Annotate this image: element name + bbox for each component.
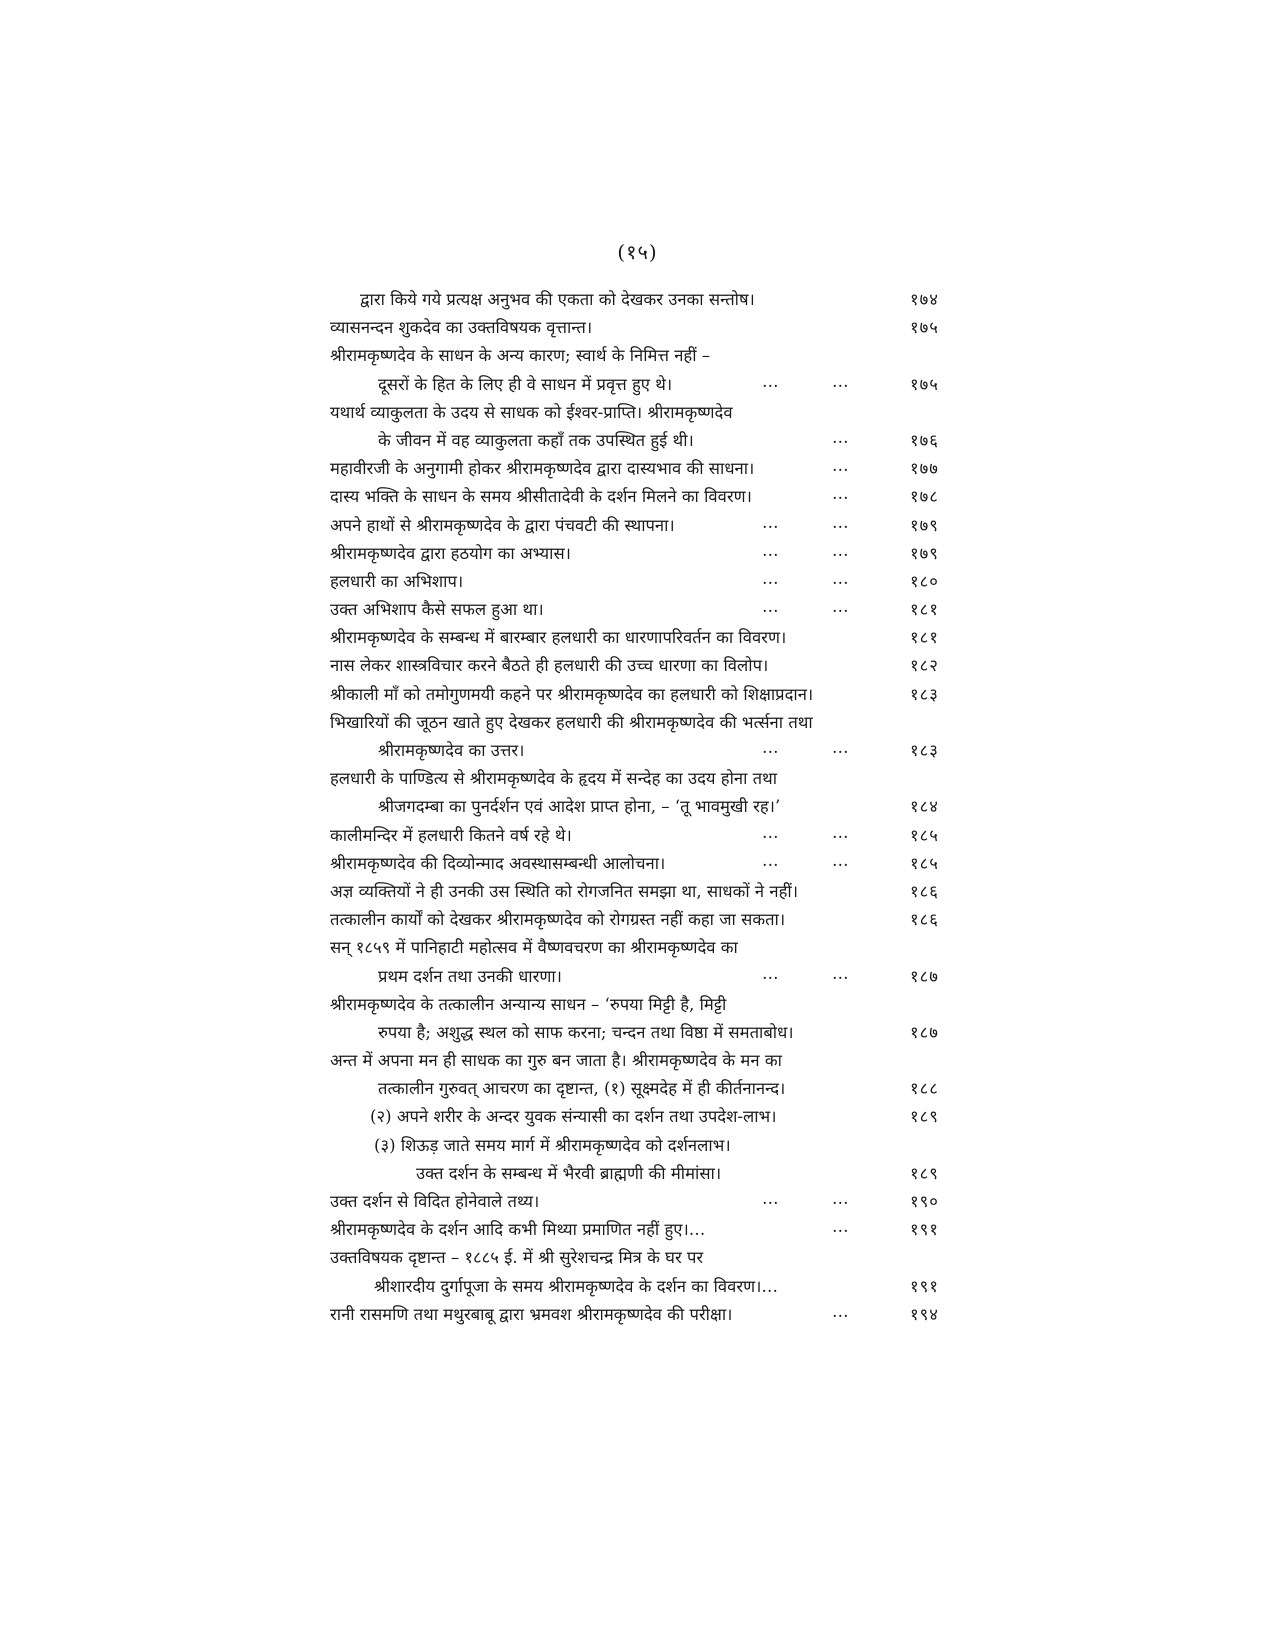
toc-entry [330, 934, 952, 962]
toc-entry [330, 286, 952, 314]
toc-entry-page: १८७ [910, 966, 939, 986]
toc-entry [330, 596, 952, 624]
toc-entry-page: १९४ [910, 1304, 939, 1324]
toc-entry [330, 399, 952, 427]
toc-entry-text: अन्त में अपना मन ही साधक का गुरु बन जाता है। श्रीरामकृष्णदेव के मन का [330, 1051, 782, 1071]
toc-entry [330, 1019, 952, 1047]
toc-entry-page: १८५ [910, 853, 939, 873]
toc-entry-text: उक्त अभिशाप कैसे सफल हुआ था। [330, 600, 544, 620]
toc-entry [330, 681, 952, 709]
toc-entry [330, 1075, 952, 1103]
toc-entry-page: १७६ [910, 430, 939, 450]
leader-dots: … [832, 850, 850, 870]
toc-entry [330, 512, 952, 540]
leader-dots: … [762, 963, 780, 983]
leader-dots: … [762, 512, 780, 532]
toc-entry-page: १८७ [910, 1022, 939, 1042]
toc-entry-text: व्यासनन्दन शुकदेव का उक्तविषयक वृत्तान्त। [330, 318, 593, 338]
toc-entry-text: (३) शिऊड़ जाते समय मार्ग में श्रीरामकृष्णदेव को दर्शनलाभ। [374, 1135, 731, 1155]
table-of-contents [330, 286, 952, 1329]
toc-entry [330, 540, 952, 568]
leader-dots: … [832, 456, 850, 476]
toc-entry-text: हलधारी के पाण्डित्य से श्रीरामकृष्णदेव के हृदय में सन्देह का उदय होना तथा [330, 769, 778, 789]
leader-dots: … [832, 597, 850, 617]
toc-entry-text: प्रथम दर्शन तथा उनकी धारणा। [378, 966, 562, 986]
toc-entry [330, 1188, 952, 1216]
toc-entry-text: तत्कालीन कार्यों को देखकर श्रीरामकृष्णदेव को रोगग्रस्त नहीं कहा जा सकता। [330, 910, 786, 930]
toc-entry-page: १८९ [910, 1163, 939, 1183]
toc-entry-text: श्रीरामकृष्णदेव के तत्कालीन अन्यान्य साधन – ‘रुपया मिट्टी है, मिट्टी [330, 994, 727, 1014]
toc-entry [330, 342, 952, 370]
toc-entry-text: श्रीरामकृष्णदेव द्वारा हठयोग का अभ्यास। [330, 543, 571, 563]
toc-entry-text: श्रीरामकृष्णदेव की दिव्योन्माद अवस्थासम्बन्धी आलोचना। [330, 853, 666, 873]
toc-entry-text: श्रीरामकृष्णदेव के सम्बन्ध में बारम्बार हलधारी का धारणापरिवर्तन का विवरण। [330, 628, 787, 648]
toc-entry [330, 624, 952, 652]
toc-entry-page: १७५ [910, 318, 939, 338]
leader-dots: … [762, 568, 780, 588]
leader-dots: … [832, 963, 850, 983]
toc-entry [330, 1132, 952, 1160]
toc-entry [330, 652, 952, 680]
toc-entry-page: १८४ [910, 797, 939, 817]
toc-entry-text: हलधारी का अभिशाप। [330, 571, 464, 591]
leader-dots: … [762, 1189, 780, 1208]
toc-entry-page: १८९ [910, 1107, 939, 1127]
leader-dots: … [832, 427, 850, 447]
toc-entry-text: उक्तविषयक दृष्टान्त – १८८५ ई. में श्री सुरेशचन्द्र मित्र के घर पर [330, 1248, 704, 1268]
toc-entry [330, 1103, 952, 1131]
toc-entry-page: १७५ [910, 374, 939, 394]
leader-dots: … [832, 1189, 850, 1208]
toc-entry-page: १८० [910, 571, 939, 591]
toc-entry-text: श्रीशारदीय दुर्गापूजा के समय श्रीरामकृष्णदेव के दर्शन का विवरण।… [374, 1276, 779, 1296]
toc-entry-text: रानी रासमणि तथा मथुरबाबू द्वारा भ्रमवश श्रीरामकृष्णदेव की परीक्षा। [330, 1304, 733, 1324]
toc-entry-text: श्रीरामकृष्णदेव के साधन के अन्य कारण; स्वार्थ के निमित्त नहीं – [330, 346, 711, 366]
toc-entry-text: कालीमन्दिर में हलधारी कितने वर्ष रहे थे। [330, 825, 572, 845]
toc-entry-text: नास लेकर शास्त्रविचार करने बैठते ही हलधारी की उच्च धारणा का विलोप। [330, 656, 769, 676]
toc-entry [330, 314, 952, 342]
toc-entry-page: १८६ [910, 910, 939, 930]
toc-entry-text: दास्य भक्ति के साधन के समय श्रीसीतादेवी के दर्शन मिलने का विवरण। [330, 487, 752, 507]
leader-dots: … [832, 568, 850, 588]
leader-dots: … [832, 540, 850, 560]
toc-entry [330, 1301, 952, 1329]
toc-entry-text: द्वारा किये गये प्रत्यक्ष अनुभव की एकता को देखकर उनका सन्तोष। [360, 290, 755, 309]
toc-entry [330, 371, 952, 399]
toc-entry-page: १८५ [910, 825, 939, 845]
toc-entry-page: १८६ [910, 881, 939, 901]
leader-dots: … [762, 597, 780, 617]
toc-entry-page: १८३ [910, 741, 939, 760]
toc-entry-page: १८२ [910, 656, 939, 676]
toc-entry [330, 1216, 952, 1244]
toc-entry-text: (२) अपने शरीर के अन्दर युवक संन्यासी का दर्शन तथा उपदेश-लाभ। [370, 1107, 777, 1127]
toc-entry [330, 793, 952, 821]
toc-entry-text: अज्ञ व्यक्तियों ने ही उनकी उस स्थिति को रोगजनित समझा था, साधकों ने नहीं। [330, 881, 798, 901]
toc-entry-text: श्रीरामकृष्णदेव के दर्शन आदि कभी मिथ्या प्रमाणित नहीं हुए।… [330, 1220, 706, 1240]
toc-entry-text: अपने हाथों से श्रीरामकृष्णदेव के द्वारा पंचवटी की स्थापना। [330, 515, 675, 535]
toc-entry-text: श्रीकाली माँ को तमोगुणमयी कहने पर श्रीरामकृष्णदेव का हलधारी को शिक्षाप्रदान। [330, 684, 814, 704]
toc-entry-text: दूसरों के हित के लिए ही वे साधन में प्रवृत्त हुए थे। [378, 374, 673, 394]
page-number: (१५) [617, 240, 658, 264]
leader-dots: … [832, 738, 850, 757]
toc-entry [330, 455, 952, 483]
toc-entry-text: उक्त दर्शन के सम्बन्ध में भैरवी ब्राह्मणी की मीमांसा। [416, 1163, 722, 1183]
toc-entry-page: १८१ [910, 600, 939, 620]
leader-dots: … [832, 371, 850, 391]
toc-entry [330, 568, 952, 596]
toc-entry-page: १९१ [910, 1276, 939, 1296]
toc-entry-text: यथार्थ व्याकुलता के उदय से साधक को ईश्वर-प्राप्ति। श्रीरामकृष्णदेव [330, 402, 733, 422]
toc-entry-text: सन् १८५९ में पानिहाटी महोत्सव में वैष्णवचरण का श्रीरामकृष्णदेव का [330, 938, 738, 958]
toc-entry-page: १८१ [910, 628, 939, 648]
toc-entry-text: महावीरजी के अनुगामी होकर श्रीरामकृष्णदेव द्वारा दास्यभाव की साधना। [330, 459, 755, 479]
toc-entry [330, 1160, 952, 1188]
toc-entry [330, 850, 952, 878]
toc-entry [330, 822, 952, 850]
toc-entry [330, 963, 952, 991]
toc-entry-page: १७८ [910, 487, 939, 507]
toc-entry-text: तत्कालीन गुरुवत् आचरण का दृष्टान्त, (१) सूक्ष्मदेह में ही कीर्तनानन्द। [378, 1079, 786, 1099]
toc-entry [330, 906, 952, 934]
toc-entry-page: १७९ [910, 543, 939, 563]
leader-dots: … [762, 540, 780, 560]
toc-entry [330, 991, 952, 1019]
leader-dots: … [762, 371, 780, 391]
toc-entry-text: भिखारियों की जूठन खाते हुए देखकर हलधारी की श्रीरामकृष्णदेव की भर्त्सना तथा [330, 712, 813, 732]
toc-entry [330, 878, 952, 906]
toc-entry [330, 709, 952, 737]
toc-entry-page: १७७ [910, 459, 939, 479]
toc-entry-text: उक्त दर्शन से विदित होनेवाले तथ्य। [330, 1192, 540, 1211]
toc-entry [330, 427, 952, 455]
leader-dots: … [762, 822, 780, 842]
toc-entry-page: १९१ [910, 1220, 939, 1240]
toc-entry [330, 1244, 952, 1272]
toc-entry-page: १८८ [910, 1079, 939, 1099]
toc-entry [330, 737, 952, 765]
toc-entry [330, 1273, 952, 1301]
leader-dots: … [832, 512, 850, 532]
toc-entry-page: १९० [910, 1192, 939, 1211]
leader-dots: … [832, 1301, 850, 1321]
toc-entry-text: रुपया है; अशुद्ध स्थल को साफ करना; चन्दन तथा विष्ठा में समताबोध। [378, 1022, 794, 1042]
leader-dots: … [762, 738, 780, 757]
toc-entry-text: के जीवन में वह व्याकुलता कहाँ तक उपस्थित हुई थी। [378, 430, 694, 450]
toc-entry-page: १७९ [910, 515, 939, 535]
toc-entry-page: १७४ [910, 290, 939, 309]
leader-dots: … [832, 1217, 850, 1237]
toc-entry-text: श्रीजगदम्बा का पुनर्दर्शन एवं आदेश प्राप्त होना, – ‘तू भावमुखी रह।’ [378, 797, 781, 817]
leader-dots: … [832, 822, 850, 842]
toc-entry [330, 1047, 952, 1075]
leader-dots: … [762, 850, 780, 870]
toc-entry-text: श्रीरामकृष्णदेव का उत्तर। [378, 741, 525, 760]
leader-dots: … [832, 484, 850, 504]
toc-entry [330, 765, 952, 793]
toc-entry-page: १८३ [910, 684, 939, 704]
toc-entry [330, 483, 952, 511]
